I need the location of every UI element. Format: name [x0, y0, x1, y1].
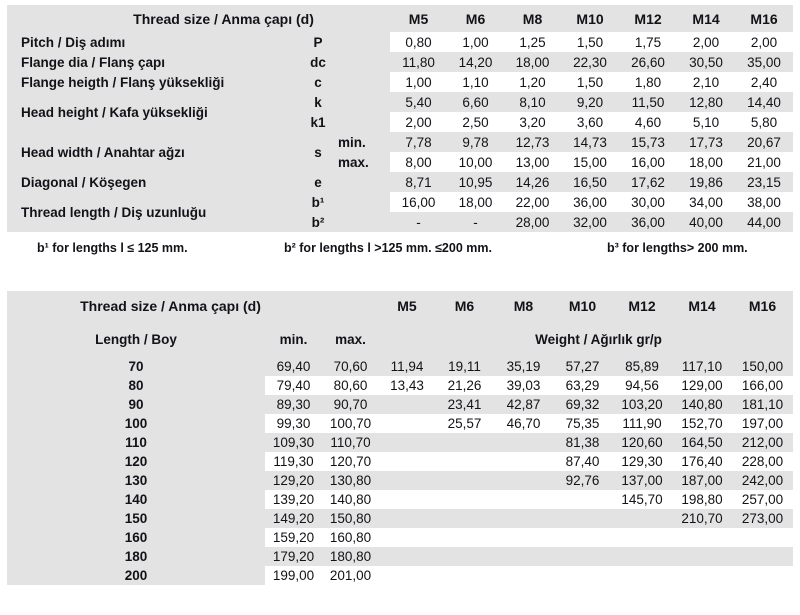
weight-cell: 63,29	[553, 376, 612, 395]
weight-cell	[494, 433, 553, 452]
weight-cell: 75,35	[553, 414, 612, 433]
value-cell: 2,40	[735, 72, 793, 92]
value-cell: 2,00	[390, 112, 447, 132]
min-cell: 179,20	[272, 549, 315, 564]
minmax-label	[336, 92, 390, 112]
value-cell: 16,50	[573, 174, 607, 190]
max-cell: 180,80	[329, 549, 372, 564]
weight-cell: 19,11	[448, 359, 481, 374]
weight-cell	[379, 471, 435, 490]
weight-cell	[494, 471, 553, 490]
min-cell: 89,30	[276, 397, 311, 412]
value-cell: 17,62	[631, 174, 665, 190]
row-label: Head height / Kafa yüksekliği	[21, 104, 208, 120]
table2-col-m14: M14	[688, 298, 716, 314]
value-cell: 22,30	[573, 54, 607, 70]
weight-cell	[435, 490, 494, 509]
value-cell: 2,10	[677, 72, 735, 92]
weight-cell	[553, 528, 612, 547]
symbol-cell: c	[314, 74, 322, 90]
value-cell: 7,78	[405, 134, 432, 150]
length-header: Length / Boy	[95, 331, 177, 347]
max-cell: 120,70	[322, 452, 379, 471]
weight-cell	[494, 509, 553, 528]
value-cell: 13,00	[504, 152, 561, 172]
max-cell: 80,60	[322, 376, 379, 395]
weight-cell: 39,03	[494, 376, 553, 395]
value-cell: 2,00	[677, 32, 735, 52]
value-cell: 19,86	[689, 174, 723, 190]
symbol-cell: k	[314, 94, 322, 110]
minmax-label	[336, 212, 390, 232]
weight-cell: 120,60	[621, 435, 663, 450]
min-cell: 109,30	[272, 435, 315, 450]
value-cell: 2,50	[447, 112, 504, 132]
table1-row	[7, 92, 793, 112]
value-cell: 8,00	[390, 152, 447, 172]
value-cell: 4,60	[619, 112, 677, 132]
length-cell: 140	[124, 492, 148, 507]
table2-row	[7, 490, 793, 509]
table2-row	[7, 357, 793, 376]
value-cell: 1,50	[561, 32, 619, 52]
weight-cell	[435, 433, 494, 452]
weight-cell	[435, 547, 494, 566]
symbol-cell: b²	[311, 214, 325, 230]
value-cell: -	[416, 214, 421, 230]
value-cell: 1,80	[619, 72, 677, 92]
table1-col-m16: M16	[750, 10, 778, 27]
value-cell: 18,00	[677, 152, 735, 172]
value-cell: 8,10	[519, 94, 546, 110]
table1-row	[7, 132, 793, 152]
min-cell: 149,20	[272, 511, 315, 526]
table2-row	[7, 414, 793, 433]
symbol-cell: b¹	[311, 194, 325, 210]
weight-cell	[553, 566, 612, 585]
table2-row	[7, 433, 793, 452]
weight-cell: 46,70	[494, 414, 553, 433]
row-label: Thread length / Diş uzunluğu	[21, 204, 207, 220]
weight-cell: 129,00	[672, 376, 732, 395]
value-cell: 8,71	[405, 174, 432, 190]
weight-cell: 137,00	[621, 473, 663, 488]
weight-cell	[494, 490, 553, 509]
length-cell: 200	[124, 568, 148, 583]
row-label: Diagonal / Köşegen	[21, 174, 147, 190]
weight-cell: 228,00	[732, 452, 793, 471]
table1-col-m10: M10	[576, 10, 604, 27]
symbol-cell: e	[314, 174, 322, 190]
weight-cell: 57,27	[565, 359, 600, 374]
weight-cell	[379, 395, 435, 414]
weight-cell: 242,00	[741, 473, 784, 488]
value-cell: 9,20	[576, 94, 604, 110]
value-cell: 30,00	[619, 192, 677, 212]
weight-cell: 35,19	[506, 359, 541, 374]
value-cell: 5,40	[405, 94, 432, 110]
weight-cell: 21,26	[435, 376, 494, 395]
weight-cell: 117,10	[681, 359, 723, 374]
weight-cell	[494, 528, 553, 547]
dimensions-table	[7, 5, 793, 232]
min-cell: 139,20	[265, 490, 322, 509]
max-cell: 201,00	[322, 566, 379, 585]
value-cell: 5,80	[735, 112, 793, 132]
weight-cell	[379, 509, 435, 528]
weight-cell	[379, 566, 435, 585]
weight-cell: 176,40	[672, 452, 732, 471]
weight-cell	[494, 547, 553, 566]
value-cell: 6,60	[462, 94, 489, 110]
minmax-label	[336, 172, 390, 192]
weight-cell	[612, 566, 672, 585]
value-cell: 1,75	[619, 32, 677, 52]
value-cell: 11,80	[402, 54, 435, 70]
value-cell: 36,00	[631, 214, 665, 230]
value-cell: 1,20	[504, 72, 561, 92]
min-cell: 119,30	[265, 452, 322, 471]
weight-cell: 111,90	[612, 414, 672, 433]
length-cell: 90	[128, 397, 144, 412]
value-cell: 26,60	[631, 54, 665, 70]
footnotes	[7, 232, 793, 255]
weight-cell	[612, 509, 672, 528]
max-cell: 110,70	[330, 435, 371, 450]
weight-cell: 140,80	[681, 397, 723, 412]
weight-cell	[494, 452, 553, 471]
weight-cell	[379, 490, 435, 509]
value-cell: 3,60	[561, 112, 619, 132]
value-cell: 1,00	[447, 32, 504, 52]
min-cell: 159,20	[265, 528, 322, 547]
weight-cell: 273,00	[741, 511, 784, 526]
weight-cell: 212,00	[741, 435, 784, 450]
minmax-label: min.	[338, 134, 366, 150]
weight-cell: 11,94	[390, 359, 424, 374]
value-cell: 20,67	[747, 134, 781, 150]
minmax-label	[336, 32, 390, 52]
table1-row	[7, 52, 793, 72]
length-cell: 100	[124, 416, 148, 431]
weight-cell: 87,40	[553, 452, 612, 471]
weight-cell	[379, 528, 435, 547]
table1-row	[7, 72, 793, 92]
max-cell: 160,80	[322, 528, 379, 547]
weight-cell: 23,41	[447, 397, 482, 412]
table1-row	[7, 192, 793, 212]
weight-cell	[553, 490, 612, 509]
table2-col-m8: M8	[513, 298, 534, 314]
value-cell: 35,00	[747, 54, 781, 70]
weight-cell: 150,00	[741, 359, 784, 374]
weight-header: Weight / Ağırlık gr/p	[535, 331, 662, 347]
minmax-label	[336, 192, 390, 212]
weights-table	[7, 291, 793, 585]
footnote-b1: b¹ for lengths l ≤ 125 mm.	[37, 241, 188, 255]
value-cell: 9,78	[462, 134, 489, 150]
value-cell: 18,00	[447, 192, 504, 212]
length-cell: 130	[124, 473, 148, 488]
max-cell: 130,80	[329, 473, 372, 488]
value-cell: 23,15	[747, 174, 781, 190]
symbol-cell: k1	[310, 114, 326, 130]
weight-cell	[379, 414, 435, 433]
table2-col-m12: M12	[628, 298, 656, 314]
max-cell: 140,80	[322, 490, 379, 509]
value-cell: 14,20	[458, 54, 493, 70]
weight-cell: 103,20	[621, 397, 663, 412]
weight-cell: 81,38	[565, 435, 600, 450]
weight-cell	[435, 528, 494, 547]
table2-row	[7, 566, 793, 585]
weight-cell: 152,70	[672, 414, 732, 433]
max-cell: 90,70	[333, 397, 368, 412]
min-header: min.	[279, 331, 308, 347]
max-header: max.	[335, 331, 366, 347]
row-label: Flange heigth / Flanş yüksekliği	[21, 74, 225, 90]
value-cell: 34,00	[677, 192, 735, 212]
length-cell: 160	[124, 530, 148, 545]
weight-cell	[553, 509, 612, 528]
value-cell: 22,00	[504, 192, 561, 212]
weight-cell	[435, 471, 494, 490]
weight-cell	[435, 452, 494, 471]
length-cell: 180	[124, 549, 148, 564]
weight-cell: 25,57	[435, 414, 494, 433]
value-cell: 1,25	[504, 32, 561, 52]
symbol-cell: s	[314, 144, 322, 160]
weight-cell	[435, 509, 494, 528]
table2-row	[7, 547, 793, 566]
value-cell: 14,26	[515, 174, 550, 190]
weight-cell: 42,87	[506, 397, 541, 412]
row-label: Pitch / Diş adımı	[21, 34, 126, 50]
value-cell: 15,73	[631, 134, 665, 150]
weight-cell: 164,50	[681, 435, 723, 450]
table2-col-m6: M6	[454, 298, 475, 314]
row-label: Flange dia / Flanş çapı	[21, 54, 166, 70]
value-cell: 16,00	[390, 192, 447, 212]
value-cell: 1,50	[561, 72, 619, 92]
footnote-b2: b² for lengths l >125 mm. ≤200 mm.	[284, 241, 492, 255]
table1-col-m5: M5	[408, 10, 429, 27]
table2-row	[7, 376, 793, 395]
table2-header-row	[7, 291, 793, 321]
length-cell: 70	[128, 359, 144, 374]
value-cell: 14,73	[573, 134, 607, 150]
weight-cell	[379, 547, 435, 566]
length-cell: 110	[125, 435, 147, 450]
max-cell: 100,70	[322, 414, 379, 433]
table2-col-m16: M16	[748, 298, 777, 314]
value-cell: 16,00	[619, 152, 677, 172]
min-cell: 199,00	[265, 566, 322, 585]
table2-row	[7, 509, 793, 528]
row-label: Head width / Anahtar ağzı	[21, 144, 185, 160]
table2-col-m10: M10	[568, 298, 597, 314]
weight-cell: 13,43	[379, 376, 435, 395]
footnote-b3: b³ for lengths> 200 mm.	[607, 241, 748, 255]
weight-cell	[672, 566, 732, 585]
weight-cell: 210,70	[681, 511, 723, 526]
value-cell: 32,00	[573, 214, 607, 230]
value-cell: 21,00	[735, 152, 793, 172]
value-cell: 44,00	[747, 214, 781, 230]
value-cell: 36,00	[561, 192, 619, 212]
table2-row	[7, 395, 793, 414]
table1-col-m8: M8	[522, 10, 543, 27]
minmax-label: max.	[338, 154, 369, 170]
min-cell: 79,40	[265, 376, 322, 395]
weight-cell	[672, 528, 732, 547]
value-cell: 15,00	[561, 152, 619, 172]
value-cell: 10,00	[447, 152, 504, 172]
table1-header-row	[7, 5, 793, 32]
table1-col-m12: M12	[634, 10, 662, 27]
value-cell: 40,00	[689, 214, 723, 230]
weight-cell	[732, 528, 793, 547]
symbol-cell: P	[313, 34, 323, 50]
value-cell: 10,95	[458, 174, 493, 190]
min-cell: 69,40	[276, 359, 311, 374]
weight-cell: 257,00	[732, 490, 793, 509]
minmax-label	[336, 52, 390, 72]
table2-col-m5: M5	[397, 298, 417, 314]
value-cell: 3,20	[504, 112, 561, 132]
max-cell: 70,60	[333, 359, 368, 374]
weight-cell: 69,32	[565, 397, 600, 412]
table1-title: Thread size / Anma çapı (d)	[133, 10, 314, 27]
length-cell: 120	[124, 454, 148, 469]
value-cell: 38,00	[735, 192, 793, 212]
value-cell: 28,00	[515, 214, 550, 230]
value-cell: 1,00	[390, 72, 447, 92]
table2-row	[7, 452, 793, 471]
table1-col-m6: M6	[465, 10, 486, 27]
value-cell: 11,50	[631, 94, 665, 110]
table2-subheader-row	[7, 321, 793, 357]
weight-cell	[612, 528, 672, 547]
value-cell: 5,10	[677, 112, 735, 132]
weight-cell	[435, 566, 494, 585]
minmax-label	[336, 72, 390, 92]
weight-cell: 92,76	[565, 473, 600, 488]
value-cell: 0,80	[390, 32, 447, 52]
table2-row	[7, 528, 793, 547]
weight-cell	[494, 566, 553, 585]
value-cell: 30,50	[689, 54, 723, 70]
min-cell: 99,30	[265, 414, 322, 433]
weight-cell	[612, 547, 672, 566]
weight-cell	[732, 547, 793, 566]
weight-cell: 85,89	[625, 359, 659, 374]
value-cell: 12,80	[689, 94, 723, 110]
minmax-label	[336, 112, 390, 132]
table1-col-m14: M14	[692, 10, 720, 27]
weight-cell: 181,10	[741, 397, 784, 412]
weight-cell: 187,00	[681, 473, 723, 488]
weight-cell	[672, 547, 732, 566]
value-cell: 17,73	[689, 134, 723, 150]
length-cell: 80	[128, 378, 144, 393]
weight-cell	[379, 452, 435, 471]
weight-cell	[379, 433, 435, 452]
min-cell: 129,20	[272, 473, 315, 488]
table1-row	[7, 32, 793, 52]
value-cell: 2,00	[735, 32, 793, 52]
weight-cell: 145,70	[612, 490, 672, 509]
value-cell: 14,40	[747, 94, 781, 110]
length-cell: 150	[124, 511, 148, 526]
weight-cell: 129,30	[612, 452, 672, 471]
max-cell: 150,80	[329, 511, 372, 526]
table2-row	[7, 471, 793, 490]
value-cell: 1,10	[447, 72, 504, 92]
weight-cell: 166,00	[732, 376, 793, 395]
weight-cell: 198,80	[672, 490, 732, 509]
weight-cell	[732, 566, 793, 585]
weight-cell	[553, 547, 612, 566]
value-cell: -	[473, 214, 478, 230]
table2-title: Thread size / Anma çapı (d)	[80, 298, 261, 314]
table1-row	[7, 172, 793, 192]
value-cell: 12,73	[515, 134, 550, 150]
symbol-cell: dc	[310, 54, 326, 70]
weight-cell: 197,00	[732, 414, 793, 433]
value-cell: 18,00	[515, 54, 550, 70]
weight-cell: 94,56	[612, 376, 672, 395]
